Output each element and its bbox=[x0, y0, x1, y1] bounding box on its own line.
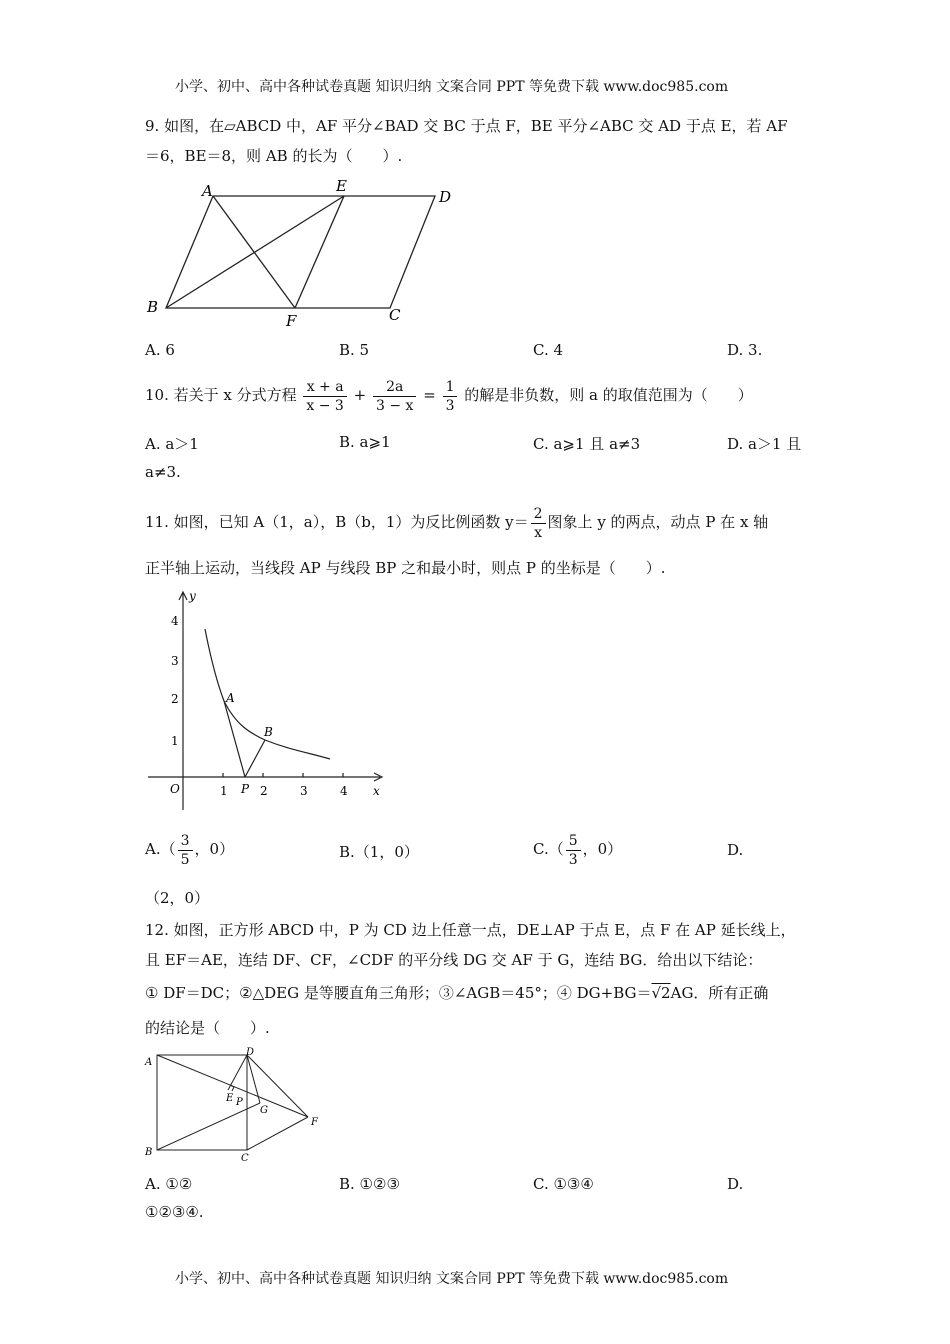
q12-option-d-continued: ①②③④. bbox=[145, 1203, 204, 1221]
q10-fraction-3 bbox=[443, 378, 458, 415]
q11-segment-ap bbox=[224, 701, 245, 777]
q11-x-label: x bbox=[373, 784, 380, 798]
q11-y-tick-4: 4 bbox=[171, 614, 179, 628]
q10-option-c[interactable]: C. a⩾1 且 a≠3 bbox=[533, 435, 641, 453]
q9-option-d[interactable]: D. 3. bbox=[727, 341, 763, 359]
q9-parallelogram-figure bbox=[140, 180, 470, 335]
q12-segment-de bbox=[228, 1055, 247, 1090]
q12-sqrt: √2 bbox=[651, 984, 671, 1002]
q9-text-line2: ＝6，BE＝8，则 AB 的长为（ ）. bbox=[145, 147, 403, 165]
q11-opt-a-pre: A.（ bbox=[145, 840, 176, 858]
q12-line3-end: AG．所有正确 bbox=[670, 984, 769, 1002]
q10-plus: + bbox=[353, 386, 367, 404]
q11-option-a[interactable] bbox=[145, 826, 234, 872]
q12-text-line2: 且 EF＝AE，连结 DF、CF，∠CDF 的平分线 DG 交 AF 于 G，连结 BG．给出以下结论： bbox=[145, 951, 763, 969]
page-header: 小学、初中、高中各种试卷真题 知识归纳 文案合同 PPT 等免费下载 www.doc985.com bbox=[175, 79, 729, 95]
q11-y-label: y bbox=[189, 589, 196, 603]
q9-label-a: A bbox=[202, 182, 213, 200]
q11-question-line2: 正半轴上运动，当线段 AP 与线段 BP 之和最小时，则点 P 的坐标是（ ）. bbox=[145, 559, 666, 577]
q9-label-b: B bbox=[147, 298, 159, 316]
q10-question bbox=[145, 373, 753, 417]
q10-suffix: 的解是非负数，则 a 的取值范围为（ ） bbox=[464, 386, 753, 404]
q11-option-c[interactable] bbox=[533, 826, 622, 872]
q10-f1-den: x − 3 bbox=[306, 397, 344, 414]
q9-label-c: C bbox=[389, 306, 401, 324]
q12-label-b: B bbox=[145, 1147, 153, 1158]
q10-option-b[interactable]: B. a⩾1 bbox=[339, 433, 391, 451]
q9-option-b[interactable]: B. 5 bbox=[339, 341, 370, 359]
q12-option-a[interactable]: A. ①② bbox=[145, 1175, 193, 1193]
q11-opt-c-num: 5 bbox=[566, 832, 581, 851]
q11-fraction bbox=[531, 505, 546, 542]
q11-point-b: B bbox=[264, 725, 273, 739]
q10-option-d[interactable]: D. a＞1 且 bbox=[727, 435, 802, 453]
q11-x-tick-2: 2 bbox=[260, 784, 268, 798]
q9-text-line1: 9. 如图，在▱ABCD 中，AF 平分∠BAD 交 BC 于点 F，BE 平分∠ABC 交 AD 于点 E，若 AF bbox=[145, 117, 788, 135]
q10-prefix: 10. 若关于 x 分式方程 bbox=[145, 386, 297, 404]
q12-label-d: D bbox=[246, 1047, 255, 1058]
q11-opt-c-pre: C.（ bbox=[533, 840, 564, 858]
q10-option-a[interactable]: A. a＞1 bbox=[145, 435, 199, 453]
q11-y-tick-2: 2 bbox=[171, 692, 179, 706]
q11-point-p: P bbox=[241, 782, 250, 796]
q9-segment-be bbox=[166, 196, 344, 308]
q12-text-line3 bbox=[145, 982, 768, 1004]
q9-label-f: F bbox=[286, 312, 297, 330]
q11-opt-c-fraction bbox=[566, 832, 581, 869]
q11-option-d-continued: （2，0） bbox=[145, 889, 210, 907]
q12-label-g: G bbox=[260, 1105, 268, 1116]
q12-square-abcd bbox=[157, 1055, 247, 1150]
q9-label-d: D bbox=[439, 188, 452, 206]
q10-fraction-1 bbox=[303, 378, 346, 415]
q11-f-den: x bbox=[534, 524, 543, 541]
q10-eq: = bbox=[423, 386, 436, 404]
q12-text-line1: 12. 如图，正方形 ABCD 中，P 为 CD 边上任意一点，DE⊥AP 于点 E，点 F 在 AP 延长线上， bbox=[145, 921, 796, 939]
q12-square-figure bbox=[140, 1045, 340, 1165]
q11-option-b[interactable]: B.（1，0） bbox=[339, 843, 419, 861]
q9-option-a[interactable]: A. 6 bbox=[145, 341, 175, 359]
q12-segment-bg bbox=[157, 1103, 260, 1150]
q10-f2-den: 3 − x bbox=[375, 397, 414, 414]
q12-label-e: E bbox=[226, 1093, 234, 1104]
q9-label-e: E bbox=[336, 180, 347, 195]
q9-option-c[interactable]: C. 4 bbox=[533, 341, 564, 359]
q11-opt-a-num: 3 bbox=[178, 832, 193, 851]
q12-option-c[interactable]: C. ①③④ bbox=[533, 1175, 594, 1193]
q9-segment-fe bbox=[295, 196, 344, 308]
q10-f3-den: 3 bbox=[445, 397, 455, 414]
q11-question-line1 bbox=[145, 500, 768, 544]
q11-option-d[interactable]: D. bbox=[727, 841, 744, 859]
q11-opt-a-fraction bbox=[178, 832, 193, 869]
q12-label-f: F bbox=[311, 1117, 318, 1128]
q10-option-d-continued: a≠3. bbox=[145, 463, 181, 481]
q11-x-tick-3: 3 bbox=[300, 784, 308, 798]
q11-prefix: 11. 如图，已知 A（1，a），B（b，1）为反比例函数 y＝ bbox=[145, 513, 529, 531]
q11-origin-label: O bbox=[170, 782, 180, 796]
page-footer: 小学、初中、高中各种试卷真题 知识归纳 文案合同 PPT 等免费下载 www.doc985.com bbox=[175, 1271, 729, 1287]
q11-x-tick-1: 1 bbox=[220, 784, 228, 798]
q12-line3-main: ① DF＝DC；②△DEG 是等腰直角三角形；③∠AGB＝45°；④ DG+BG＝ bbox=[145, 984, 652, 1002]
q11-y-tick-1: 1 bbox=[171, 734, 179, 748]
q12-label-a: A bbox=[145, 1057, 153, 1068]
q10-f2-num: 2a bbox=[373, 378, 416, 397]
q11-suffix: 图象上 y 的两点，动点 P 在 x 轴 bbox=[547, 513, 769, 531]
q11-f-num: 2 bbox=[531, 505, 546, 524]
q11-opt-c-post: ，0） bbox=[582, 840, 623, 858]
q11-y-tick-3: 3 bbox=[171, 654, 179, 668]
q11-graph bbox=[140, 585, 400, 815]
q12-label-c: C bbox=[241, 1153, 249, 1164]
q11-hyperbola-curve bbox=[205, 629, 330, 759]
q12-option-d[interactable]: D. bbox=[727, 1175, 744, 1193]
q11-x-tick-4: 4 bbox=[340, 784, 348, 798]
q12-label-p: P bbox=[236, 1097, 243, 1108]
q10-fraction-2 bbox=[373, 378, 416, 415]
q12-segment-cf bbox=[247, 1117, 308, 1150]
q11-segment-bp bbox=[245, 740, 265, 777]
q9-parallelogram-abcd bbox=[166, 196, 435, 308]
q11-opt-c-den: 3 bbox=[568, 851, 578, 868]
q11-opt-a-den: 5 bbox=[180, 851, 190, 868]
q11-opt-a-post: ，0） bbox=[194, 840, 235, 858]
q10-f3-num: 1 bbox=[443, 378, 458, 397]
q12-option-b[interactable]: B. ①②③ bbox=[339, 1175, 400, 1193]
q12-segment-df bbox=[247, 1055, 308, 1117]
q12-text-line4: 的结论是（ ）. bbox=[145, 1019, 270, 1037]
q11-point-a: A bbox=[226, 691, 235, 705]
q10-f1-num: x + a bbox=[303, 378, 346, 397]
